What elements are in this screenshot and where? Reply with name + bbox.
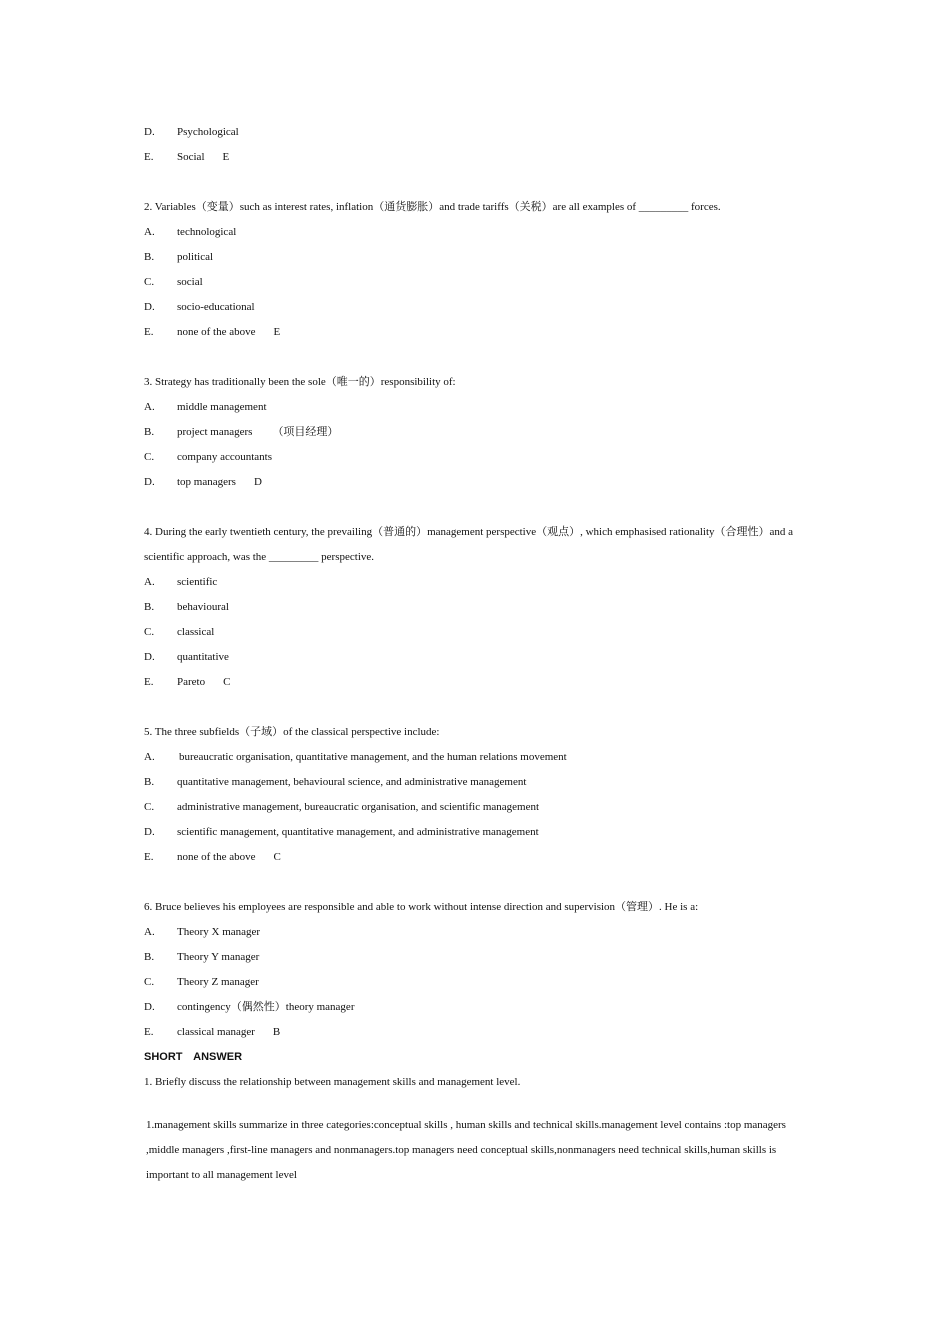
option-b xyxy=(144,945,809,970)
option-text: Psychological xyxy=(177,126,239,138)
option-c xyxy=(144,620,809,645)
option-e xyxy=(144,320,809,345)
option-letter: E. xyxy=(144,851,154,863)
option-d xyxy=(144,120,809,145)
option-text: middle management xyxy=(177,401,267,413)
option-e xyxy=(144,145,809,170)
option-letter: C. xyxy=(144,976,155,988)
option-letter: A. xyxy=(144,576,155,588)
short-answer-text: 1.management skills summarize in three categories:conceptual skills , human skills and technical skills.management level contains :top managers ,middle managers ,first-line managers and nonmanagers.top managers need conceptual skills,nonmanagers need technical skills,human skills is important to all management level xyxy=(146,1119,786,1181)
option-letter: B. xyxy=(144,251,155,263)
section-heading: SHORT ANSWER xyxy=(144,1051,243,1063)
question-stem: 4. During the early twentieth century, the prevailing（普通的）management perspective（观点）, which emphasised rationality（合理性）and a scientific approach, was the _________ perspective. xyxy=(144,526,794,563)
option-letter: D. xyxy=(144,1001,155,1013)
option-letter: D. xyxy=(144,826,155,838)
answer-key: D xyxy=(253,476,262,488)
option-text: none of the above xyxy=(177,851,256,863)
option-a xyxy=(144,570,809,595)
option-b xyxy=(144,770,809,795)
option-a xyxy=(144,745,809,770)
option-text: socio-educational xyxy=(177,301,255,313)
option-c xyxy=(144,970,809,995)
option-letter: C. xyxy=(144,801,155,813)
option-text: technological xyxy=(177,226,237,238)
question-stem: 3. Strategy has traditionally been the sole（唯一的）responsibility of: xyxy=(144,376,456,388)
option-letter: B. xyxy=(144,951,155,963)
option-text: none of the above xyxy=(177,326,256,338)
question-stem: 6. Bruce believes his employees are responsible and able to work without intense direction and supervision（管理）. He is a: xyxy=(144,901,699,913)
option-text: quantitative xyxy=(177,651,229,663)
option-text: Theory X manager xyxy=(177,926,261,938)
question-3 xyxy=(144,370,809,495)
answer-key: B xyxy=(272,1026,281,1038)
option-letter: B. xyxy=(144,776,155,788)
option-text: scientific xyxy=(177,576,218,588)
answer-key: E xyxy=(222,151,230,163)
option-text: quantitative management, behavioural science, and administrative management xyxy=(177,776,527,788)
option-letter: E. xyxy=(144,326,154,338)
option-text: Theory Y manager xyxy=(177,951,260,963)
option-text: political xyxy=(177,251,214,263)
option-letter: E. xyxy=(144,1026,154,1038)
option-e xyxy=(144,845,809,870)
option-text: classical xyxy=(177,626,215,638)
option-letter: D. xyxy=(144,126,155,138)
option-text: Theory Z manager xyxy=(177,976,259,988)
option-text: administrative management, bureaucratic organisation, and scientific management xyxy=(177,801,540,813)
option-letter: C. xyxy=(144,451,155,463)
question-6 xyxy=(144,895,809,1045)
option-d xyxy=(144,995,809,1020)
option-text: project managers xyxy=(177,426,253,438)
option-b xyxy=(144,245,809,270)
option-text: scientific management, quantitative management, and administrative management xyxy=(177,826,539,838)
short-answer-section xyxy=(144,1045,809,1188)
option-b xyxy=(144,420,809,445)
option-b xyxy=(144,595,809,620)
question-1-tail xyxy=(144,120,809,170)
option-note: （项目经理） xyxy=(272,426,339,438)
option-c xyxy=(144,270,809,295)
option-text: contingency（偶然性）theory manager xyxy=(177,1001,355,1013)
short-answer-question: 1. Briefly discuss the relationship between management skills and management level. xyxy=(144,1076,521,1088)
option-a xyxy=(144,920,809,945)
option-letter: C. xyxy=(144,276,155,288)
option-a xyxy=(144,395,809,420)
option-letter: E. xyxy=(144,151,154,163)
option-e xyxy=(144,1020,809,1045)
option-text: social xyxy=(177,276,203,288)
option-letter: D. xyxy=(144,651,155,663)
option-letter: B. xyxy=(144,426,155,438)
option-letter: D. xyxy=(144,476,155,488)
answer-key: E xyxy=(273,326,281,338)
option-e xyxy=(144,670,809,695)
document-body xyxy=(144,120,809,1188)
option-letter: A. xyxy=(144,226,155,238)
option-text: Pareto xyxy=(177,676,206,688)
option-text: behavioural xyxy=(177,601,229,613)
option-d xyxy=(144,645,809,670)
option-letter: D. xyxy=(144,301,155,313)
question-5 xyxy=(144,720,809,870)
option-letter: A. xyxy=(144,926,155,938)
question-stem: 2. Variables（变量）such as interest rates, inflation（通货膨胀）and trade tariffs（关税）are all examples of _________ forces. xyxy=(144,201,721,213)
option-letter: B. xyxy=(144,601,155,613)
option-letter: A. xyxy=(144,401,155,413)
question-4 xyxy=(144,520,809,695)
option-c xyxy=(144,445,809,470)
option-d xyxy=(144,295,809,320)
option-c xyxy=(144,795,809,820)
option-text: classical manager xyxy=(177,1026,255,1038)
option-text: top managers xyxy=(177,476,236,488)
question-stem: 5. The three subfields（子域）of the classical perspective include: xyxy=(144,726,440,738)
option-d xyxy=(144,470,809,495)
option-letter: C. xyxy=(144,626,155,638)
option-letter: A. xyxy=(144,751,155,763)
option-a xyxy=(144,220,809,245)
option-d xyxy=(144,820,809,845)
option-text: Social xyxy=(177,151,205,163)
answer-key: C xyxy=(273,851,281,863)
option-text: company accountants xyxy=(177,451,272,463)
answer-key: C xyxy=(223,676,231,688)
option-letter: E. xyxy=(144,676,154,688)
question-2 xyxy=(144,195,809,345)
option-text: bureaucratic organisation, quantitative management, and the human relations movement xyxy=(179,751,567,763)
